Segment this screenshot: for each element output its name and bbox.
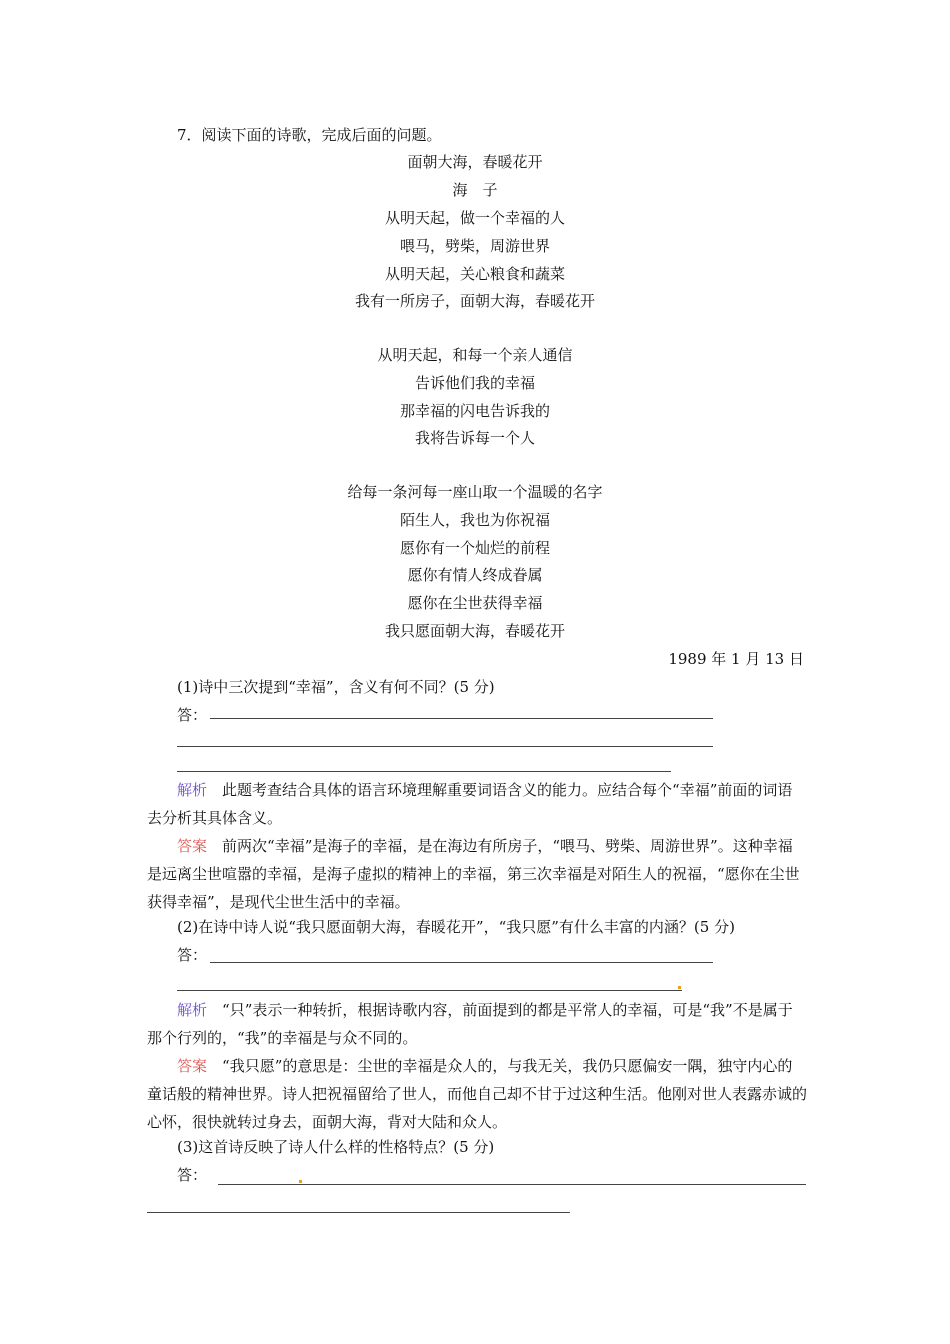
answer-blank-line[interactable] bbox=[218, 1184, 806, 1185]
poem-line: 愿你有一个灿烂的前程 bbox=[399, 539, 550, 557]
poem-line: 喂马，劈柴，周游世界 bbox=[399, 237, 550, 255]
sub3-prompt: (3)这首诗反映了诗人什么样的性格特点？(5 分) bbox=[177, 1138, 495, 1156]
sub1-prompt: (1)诗中三次提到“幸福”，含义有何不同？(5 分) bbox=[177, 678, 495, 696]
sub1-analysis bbox=[147, 776, 807, 832]
analysis-text: “只”表示一种转折，根据诗歌内容，前面提到的都是平常人的幸福，可是“我”不是属于那个行列的，“我”的幸福是与众不同的。 bbox=[147, 1001, 793, 1047]
poem-line: 我将告诉每一个人 bbox=[414, 429, 535, 447]
sub1-answer-label: 答： bbox=[177, 706, 208, 724]
mark-dot bbox=[299, 1180, 302, 1183]
sub2-key bbox=[147, 1052, 807, 1136]
poem-line: 我有一所房子，面朝大海，春暖花开 bbox=[354, 292, 595, 310]
poem-line: 从明天起，和每一个亲人通信 bbox=[377, 346, 573, 364]
answer-text: “我只愿”的意思是：尘世的幸福是众人的，与我无关，我仍只愿偏安一隅，独守内心的童话般的精神世界。诗人把祝福留给了世人，而他自己却不甘于过这种生活。他刚对世人表露赤诚的心怀，很快就转过身去，面朝大海，背对大陆和众人。 bbox=[147, 1057, 808, 1131]
answer-tag: 答案 bbox=[177, 837, 208, 855]
analysis-tag: 解析 bbox=[177, 1001, 208, 1019]
analysis-text: 此题考查结合具体的语言环境理解重要词语含义的能力。应结合每个“幸福”前面的词语去分析其具体含义。 bbox=[147, 781, 793, 827]
poem-title: 面朝大海，春暖花开 bbox=[407, 153, 543, 171]
sub3-answer-label: 答： bbox=[177, 1166, 208, 1184]
answer-blank-line[interactable] bbox=[210, 962, 713, 963]
poem-line: 告诉他们我的幸福 bbox=[414, 374, 535, 392]
sub2-prompt: (2)在诗中诗人说“我只愿面朝大海，春暖花开”，“我只愿”有什么丰富的内涵？(5 分) bbox=[177, 918, 735, 936]
sub2-analysis bbox=[147, 996, 807, 1052]
poem-line: 我只愿面朝大海，春暖花开 bbox=[384, 622, 565, 640]
poem-line: 愿你在尘世获得幸福 bbox=[407, 594, 543, 612]
answer-blank-line[interactable] bbox=[177, 771, 671, 772]
poem-line: 给每一条河每一座山取一个温暖的名字 bbox=[347, 483, 603, 501]
answer-blank-line[interactable] bbox=[177, 746, 713, 747]
question-heading: 7．阅读下面的诗歌，完成后面的问题。 bbox=[177, 126, 442, 144]
answer-blank-line[interactable] bbox=[147, 1212, 570, 1213]
poem-line: 从明天起，关心粮食和蔬菜 bbox=[384, 265, 565, 283]
sub1-key bbox=[147, 832, 807, 916]
answer-blank-line[interactable] bbox=[177, 990, 682, 991]
sub2-answer-label: 答： bbox=[177, 946, 208, 964]
answer-blank-line[interactable] bbox=[210, 718, 713, 719]
answer-tag: 答案 bbox=[177, 1057, 208, 1075]
answer-text: 前两次“幸福”是海子的幸福，是在海边有所房子，“喂马、劈柴、周游世界”。这种幸福是远离尘世喧嚣的幸福，是海子虚拟的精神上的幸福，第三次幸福是对陌生人的祝福，“愿你在尘世获得幸福”，是现代尘世生活中的幸福。 bbox=[147, 837, 800, 911]
poem-line: 从明天起，做一个幸福的人 bbox=[384, 209, 565, 227]
poem-date: 1989 年 1 月 13 日 bbox=[668, 650, 804, 668]
poem-line: 那幸福的闪电告诉我的 bbox=[399, 402, 550, 420]
analysis-tag: 解析 bbox=[177, 781, 208, 799]
mark-dot bbox=[678, 986, 681, 989]
poem-line: 愿你有情人终成眷属 bbox=[407, 566, 543, 584]
poem-line: 陌生人，我也为你祝福 bbox=[399, 511, 550, 529]
poem-author: 海 子 bbox=[452, 181, 498, 199]
